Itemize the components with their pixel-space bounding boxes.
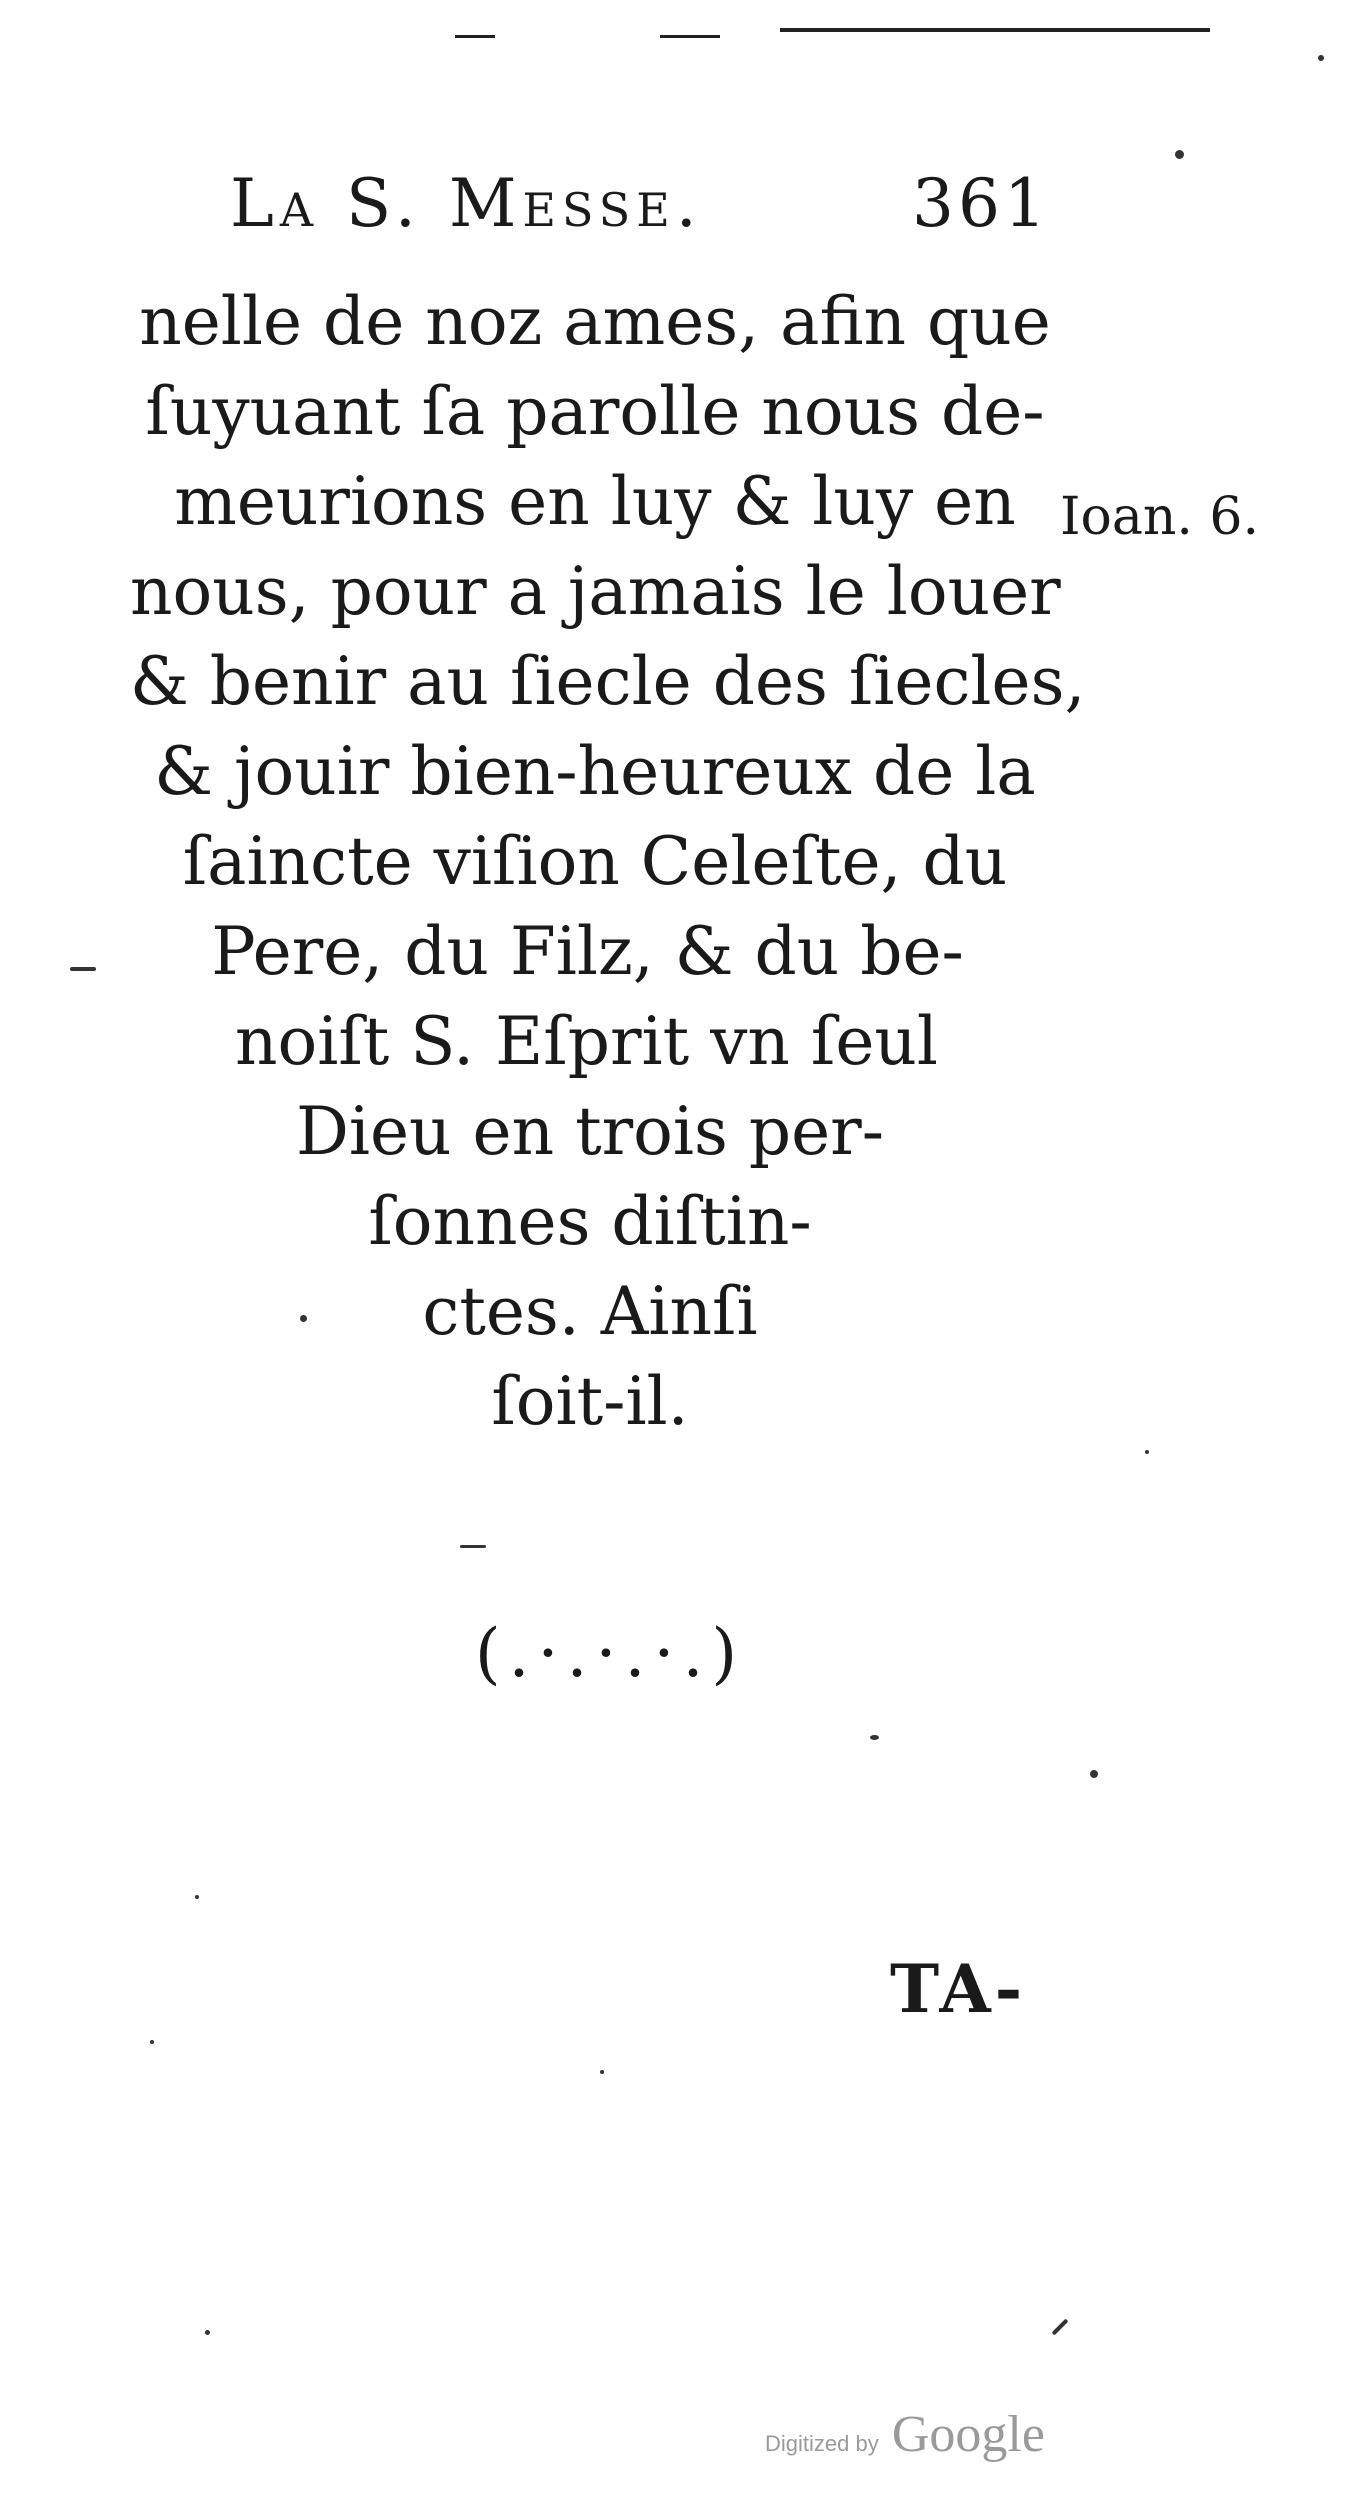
scan-speck	[1090, 1770, 1098, 1778]
scan-speck	[195, 1895, 199, 1899]
body-line: meurions en luy & luy en	[174, 463, 1016, 540]
scan-speck	[1175, 150, 1184, 159]
body-line: & benir au ſiecle des ſiecles,	[130, 643, 1086, 720]
google-logo: Google	[891, 2406, 1045, 2463]
running-title: La S. Messe.	[230, 165, 703, 242]
body-line: Dieu en trois per-	[295, 1093, 885, 1170]
scan-edge-mark	[660, 35, 720, 38]
body-line: & jouir bien-heureux de la	[154, 733, 1036, 810]
digitized-prefix: Digitized by	[765, 2431, 879, 2456]
scan-speck	[600, 2070, 604, 2074]
margin-note: Ioan. 6.	[1060, 487, 1260, 547]
ornament: (.·.·.·.)	[474, 1615, 746, 1692]
body-line: ſuyuant ſa parolle nous de-	[145, 373, 1045, 450]
body-line: nelle de noz ames, afin que	[139, 283, 1051, 360]
scan-speck	[205, 2330, 210, 2335]
scan-speck	[150, 2040, 154, 2044]
body-line: Pere, du Filz, & du be-	[211, 913, 964, 990]
body-line: nous, pour a jamais le louer	[130, 553, 1061, 630]
scan-speck	[300, 1315, 307, 1322]
body-line: noiſt S. Eſprit vn ſeul	[235, 1003, 938, 1080]
body-line: ſonnes diſtin-	[368, 1183, 812, 1260]
body-line: ctes. Ainſi	[422, 1273, 758, 1350]
digitized-by-google-watermark	[765, 2405, 1045, 2464]
scan-speck	[870, 1735, 879, 1740]
scan-speck	[70, 967, 96, 971]
body-line: ſoit-il.	[491, 1363, 689, 1440]
scan-speck	[1318, 55, 1324, 61]
scan-speck	[1052, 2319, 1069, 2336]
scan-speck	[1145, 1450, 1149, 1454]
scan-edge-mark	[780, 28, 1210, 32]
scan-edge-mark	[455, 35, 495, 38]
scan-speck	[460, 1545, 486, 1548]
page-header	[230, 165, 1050, 255]
body-line: ſaincte viſion Celeſte, du	[182, 823, 1008, 900]
catchword: TA-	[890, 1950, 1027, 2028]
page-number: 361	[912, 165, 1050, 242]
